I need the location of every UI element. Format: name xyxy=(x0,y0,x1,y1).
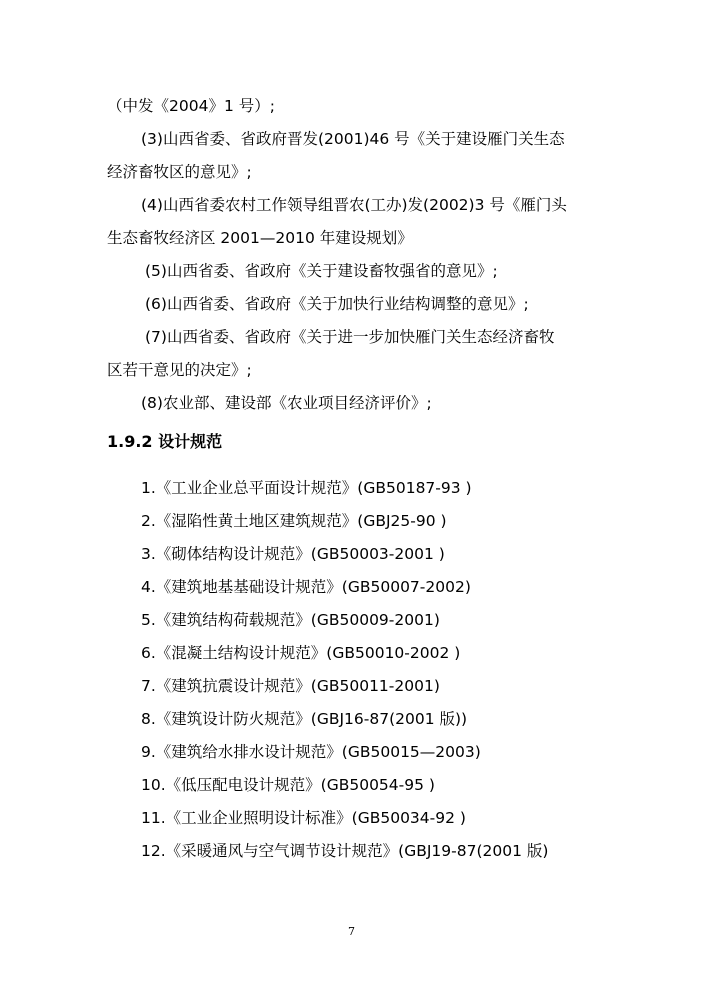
standard-item: 5.《建筑结构荷载规范》(GB50009-2001) xyxy=(141,611,440,629)
standard-item: 1.《工业企业总平面设计规范》(GB50187-93 ) xyxy=(141,479,472,497)
page-number: 7 xyxy=(348,925,355,938)
reference-line: 经济畜牧区的意见》; xyxy=(107,163,252,181)
standard-item: 11.《工业企业照明设计标准》(GB50034-92 ) xyxy=(141,809,466,827)
standard-item: 8.《建筑设计防火规范》(GBJ16-87(2001 版)) xyxy=(141,710,468,728)
standard-item: 9.《建筑给水排水设计规范》(GB50015—2003) xyxy=(141,743,481,761)
standard-item: 3.《砌体结构设计规范》(GB50003-2001 ) xyxy=(141,545,445,563)
standard-item: 2.《湿陷性黄土地区建筑规范》(GBJ25-90 ) xyxy=(141,512,447,530)
standard-item: 12.《采暖通风与空气调节设计规范》(GBJ19-87(2001 版) xyxy=(141,842,549,860)
standard-item: 7.《建筑抗震设计规范》(GB50011-2001) xyxy=(141,677,440,695)
reference-line: (6)山西省委、省政府《关于加快行业结构调整的意见》; xyxy=(145,295,529,313)
reference-line: 生态畜牧经济区 2001—2010 年建设规划》 xyxy=(107,229,413,247)
standard-item: 10.《低压配电设计规范》(GB50054-95 ) xyxy=(141,776,435,794)
reference-line: (4)山西省委农村工作领导组晋农(工办)发(2002)3 号《雁门头 xyxy=(141,196,567,214)
reference-line: (7)山西省委、省政府《关于进一步加快雁门关生态经济畜牧 xyxy=(145,328,555,346)
standard-item: 6.《混凝土结构设计规范》(GB50010-2002 ) xyxy=(141,644,461,662)
reference-line: （中发《2004》1 号）; xyxy=(107,97,275,115)
reference-line: (5)山西省委、省政府《关于建设畜牧强省的意见》; xyxy=(145,262,498,280)
section-heading: 1.9.2 设计规范 xyxy=(107,432,223,451)
reference-line: (3)山西省委、省政府晋发(2001)46 号《关于建设雁门关生态 xyxy=(141,130,565,148)
reference-line: 区若干意见的决定》; xyxy=(107,361,252,379)
standard-item: 4.《建筑地基基础设计规范》(GB50007-2002) xyxy=(141,578,471,596)
reference-line: (8)农业部、建设部《农业项目经济评价》; xyxy=(141,394,432,412)
